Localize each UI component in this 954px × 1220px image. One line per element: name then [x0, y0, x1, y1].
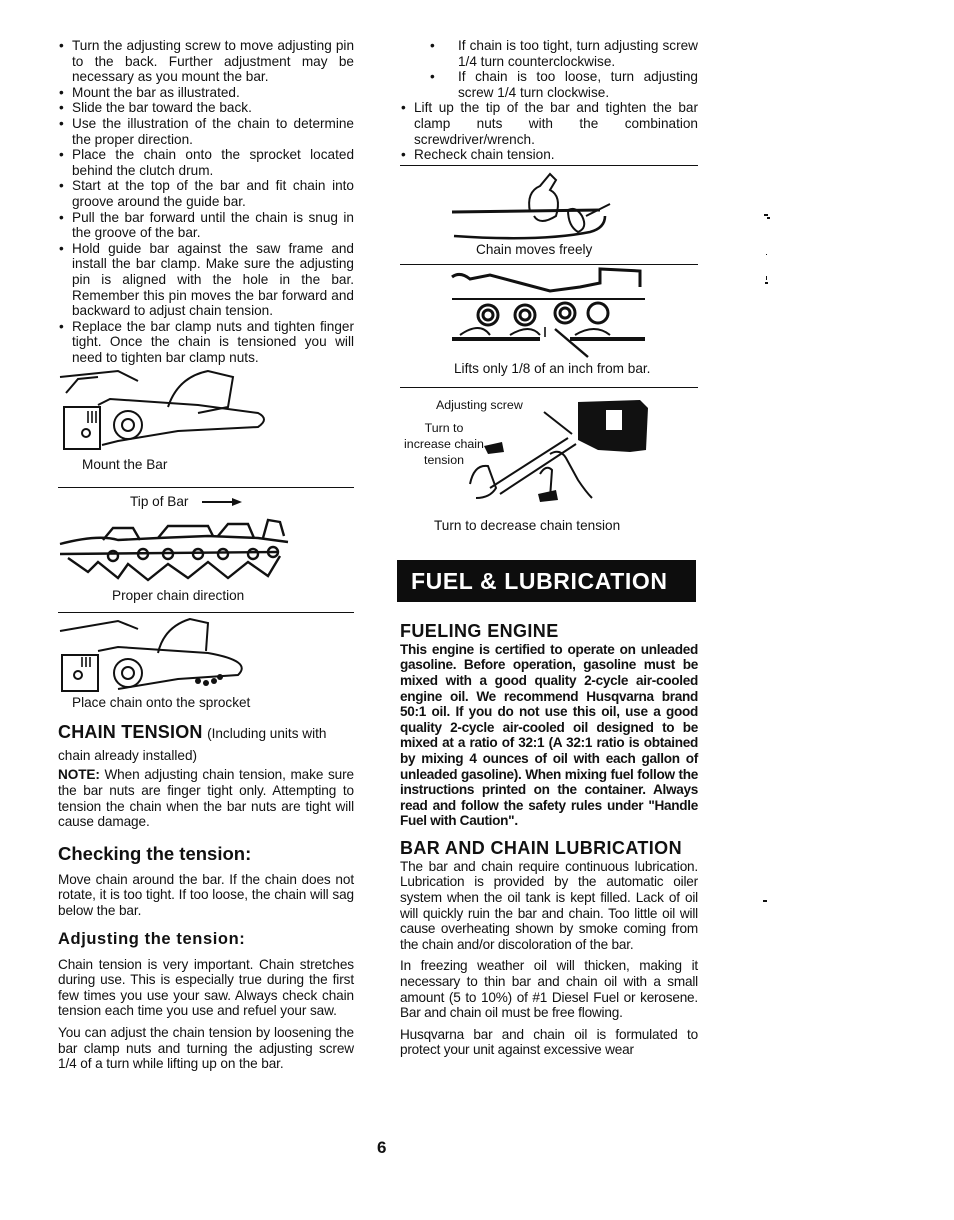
adjusting-tension-heading: Adjusting the tension:	[58, 929, 246, 948]
chain-direction-figure	[58, 494, 354, 604]
figure-caption: Turn to decrease chain tension	[434, 517, 621, 533]
lubrication-paragraph: Husqvarna bar and chain oil is formulated to protect your unit against excessive wear	[400, 1026, 698, 1058]
list-item: • Hold guide bar against the saw frame and install the bar clamp. Make sure the adjusting pin is aligned with the hole in the bar. Remember this pin moves the bar forward and backward to adjust chain tension.	[58, 241, 354, 319]
figure-caption: Lifts only 1/8 of an inch from bar.	[454, 360, 651, 376]
chain-tension-section	[58, 721, 354, 829]
sprocket-illustration	[58, 617, 258, 695]
fueling-engine-text: This engine is certified to operate on unleaded gasoline. Before operation, gasoline must be mixed with a good quality 2-cycle air-cooled engine oil. We recommend Husqvarna brand 50:1 oil. If you do not use this oil, use a good quality 2-cycle air-cooled oil designed to be mixed at a ratio of 32:1 (A 32:1 ratio is obtained by mixing 4 ounces of oil with each gallon of unleaded gasoline). When mixing fuel follow the instructions printed on the container. Always read and follow the safety rules under "Handle Fuel with Caution".	[400, 641, 698, 829]
divider	[58, 612, 354, 613]
chain-tension-heading-note: (Including units with chain already installed)	[58, 726, 327, 764]
checking-tension-text: Move chain around the bar. If the chain does not rotate, it is too tight. If too loose, the chain will sag below the bar.	[58, 871, 354, 919]
list-item: • If chain is too tight, turn adjusting screw 1/4 turn counterclockwise.	[400, 38, 698, 69]
scan-speck-mark	[763, 900, 767, 902]
list-item: • Use the illustration of the chain to determine the proper direction.	[58, 116, 354, 147]
chain-illustration	[58, 514, 298, 584]
assembly-steps-list	[58, 38, 354, 365]
figure-caption: Mount the Bar	[82, 457, 168, 473]
figure-caption: Proper chain direction	[112, 588, 245, 604]
list-item: • Slide the bar toward the back.	[58, 100, 354, 116]
lubrication-paragraph: The bar and chain require continuous lubrication. Lubrication is provided by the automatic oiler system when the oil tank is kept filled. Lack of oil will quickly ruin the bar and chain. Too little oil will cause overheating shown by smoke coming from the chain and/or discoloration of the bar.	[400, 858, 698, 952]
adjusting-paragraph: You can adjust the chain tension by loosening the bar clamp nuts and turning the adjusting screw 1/4 of a turn while lifting up on the bar.	[58, 1025, 354, 1072]
page-number: 6	[377, 1138, 387, 1157]
tension-sub-list	[400, 38, 698, 100]
bar-chain-lubrication-heading: BAR AND CHAIN LUBRICATION	[400, 837, 682, 858]
tension-steps-list	[400, 100, 698, 162]
list-item: • Recheck chain tension.	[400, 147, 698, 163]
adjusting-screw-figure	[400, 388, 698, 533]
left-column	[58, 38, 354, 1072]
note-text: When adjusting chain tension, make sure the bar nuts are finger tight only. Attempting to tension the chain when the bar nuts are tight will cause damage.	[58, 767, 354, 830]
right-column	[400, 38, 698, 1058]
scan-speck-marks	[760, 210, 780, 290]
divider	[58, 487, 354, 488]
list-item: • Replace the bar clamp nuts and tighten finger tight. Once the chain is tensioned you will need to tighten bar clamp nuts.	[58, 319, 354, 366]
note-label: NOTE:	[58, 767, 100, 783]
chain-lift-figure	[400, 265, 698, 377]
increase-tension-label: Turn to increase chain tension	[404, 420, 484, 467]
list-item: • If chain is too loose, turn adjusting screw 1/4 turn clockwise.	[400, 69, 698, 100]
list-item: • Start at the top of the bar and fit chain into groove around the guide bar.	[58, 178, 354, 209]
chain-closeup-illustration	[400, 265, 698, 361]
adjusting-paragraph: Chain tension is very important. Chain stretches during use. This is especially true during the first few times you use your saw. Always check chain tension each time you use and refuel your saw.	[58, 956, 354, 1019]
adjusting-screw-label: Adjusting screw	[436, 397, 523, 412]
figure-caption: Place chain onto the sprocket	[72, 695, 251, 711]
tip-of-bar-label: Tip of Bar	[130, 494, 189, 510]
figure-caption: Chain moves freely	[476, 241, 593, 257]
mount-bar-illustration	[58, 367, 288, 455]
mount-bar-figure	[58, 367, 354, 473]
sprocket-figure	[58, 617, 354, 711]
section-banner: FUEL & LUBRICATION	[397, 560, 696, 602]
list-item: • Pull the bar forward until the chain is snug in the groove of the bar.	[58, 210, 354, 241]
list-item: • Place the chain onto the sprocket located behind the clutch drum.	[58, 147, 354, 178]
list-item: • Mount the bar as illustrated.	[58, 85, 354, 101]
hand-pulling-chain-illustration	[400, 166, 698, 246]
checking-tension-heading: Checking the tension:	[58, 842, 252, 864]
arrow-right-icon	[202, 497, 242, 507]
list-item: • Turn the adjusting screw to move adjusting pin to the back. Further adjustment may be necessary as you mount the bar.	[58, 38, 354, 85]
lubrication-paragraph: In freezing weather oil will thicken, making it necessary to thin bar and chain oil with a small amount (5 to 10%) of #1 Diesel Fuel or kerosene. Bar and chain oil must be free flowing.	[400, 958, 698, 1021]
fuel-lubrication-banner	[400, 560, 698, 602]
list-item: • Lift up the tip of the bar and tighten the bar clamp nuts with the combination screwdriver/wrench.	[400, 100, 698, 147]
fueling-engine-heading: FUELING ENGINE	[400, 620, 559, 641]
chain-moves-freely-figure	[400, 166, 698, 258]
chain-tension-heading: CHAIN TENSION	[58, 722, 203, 743]
